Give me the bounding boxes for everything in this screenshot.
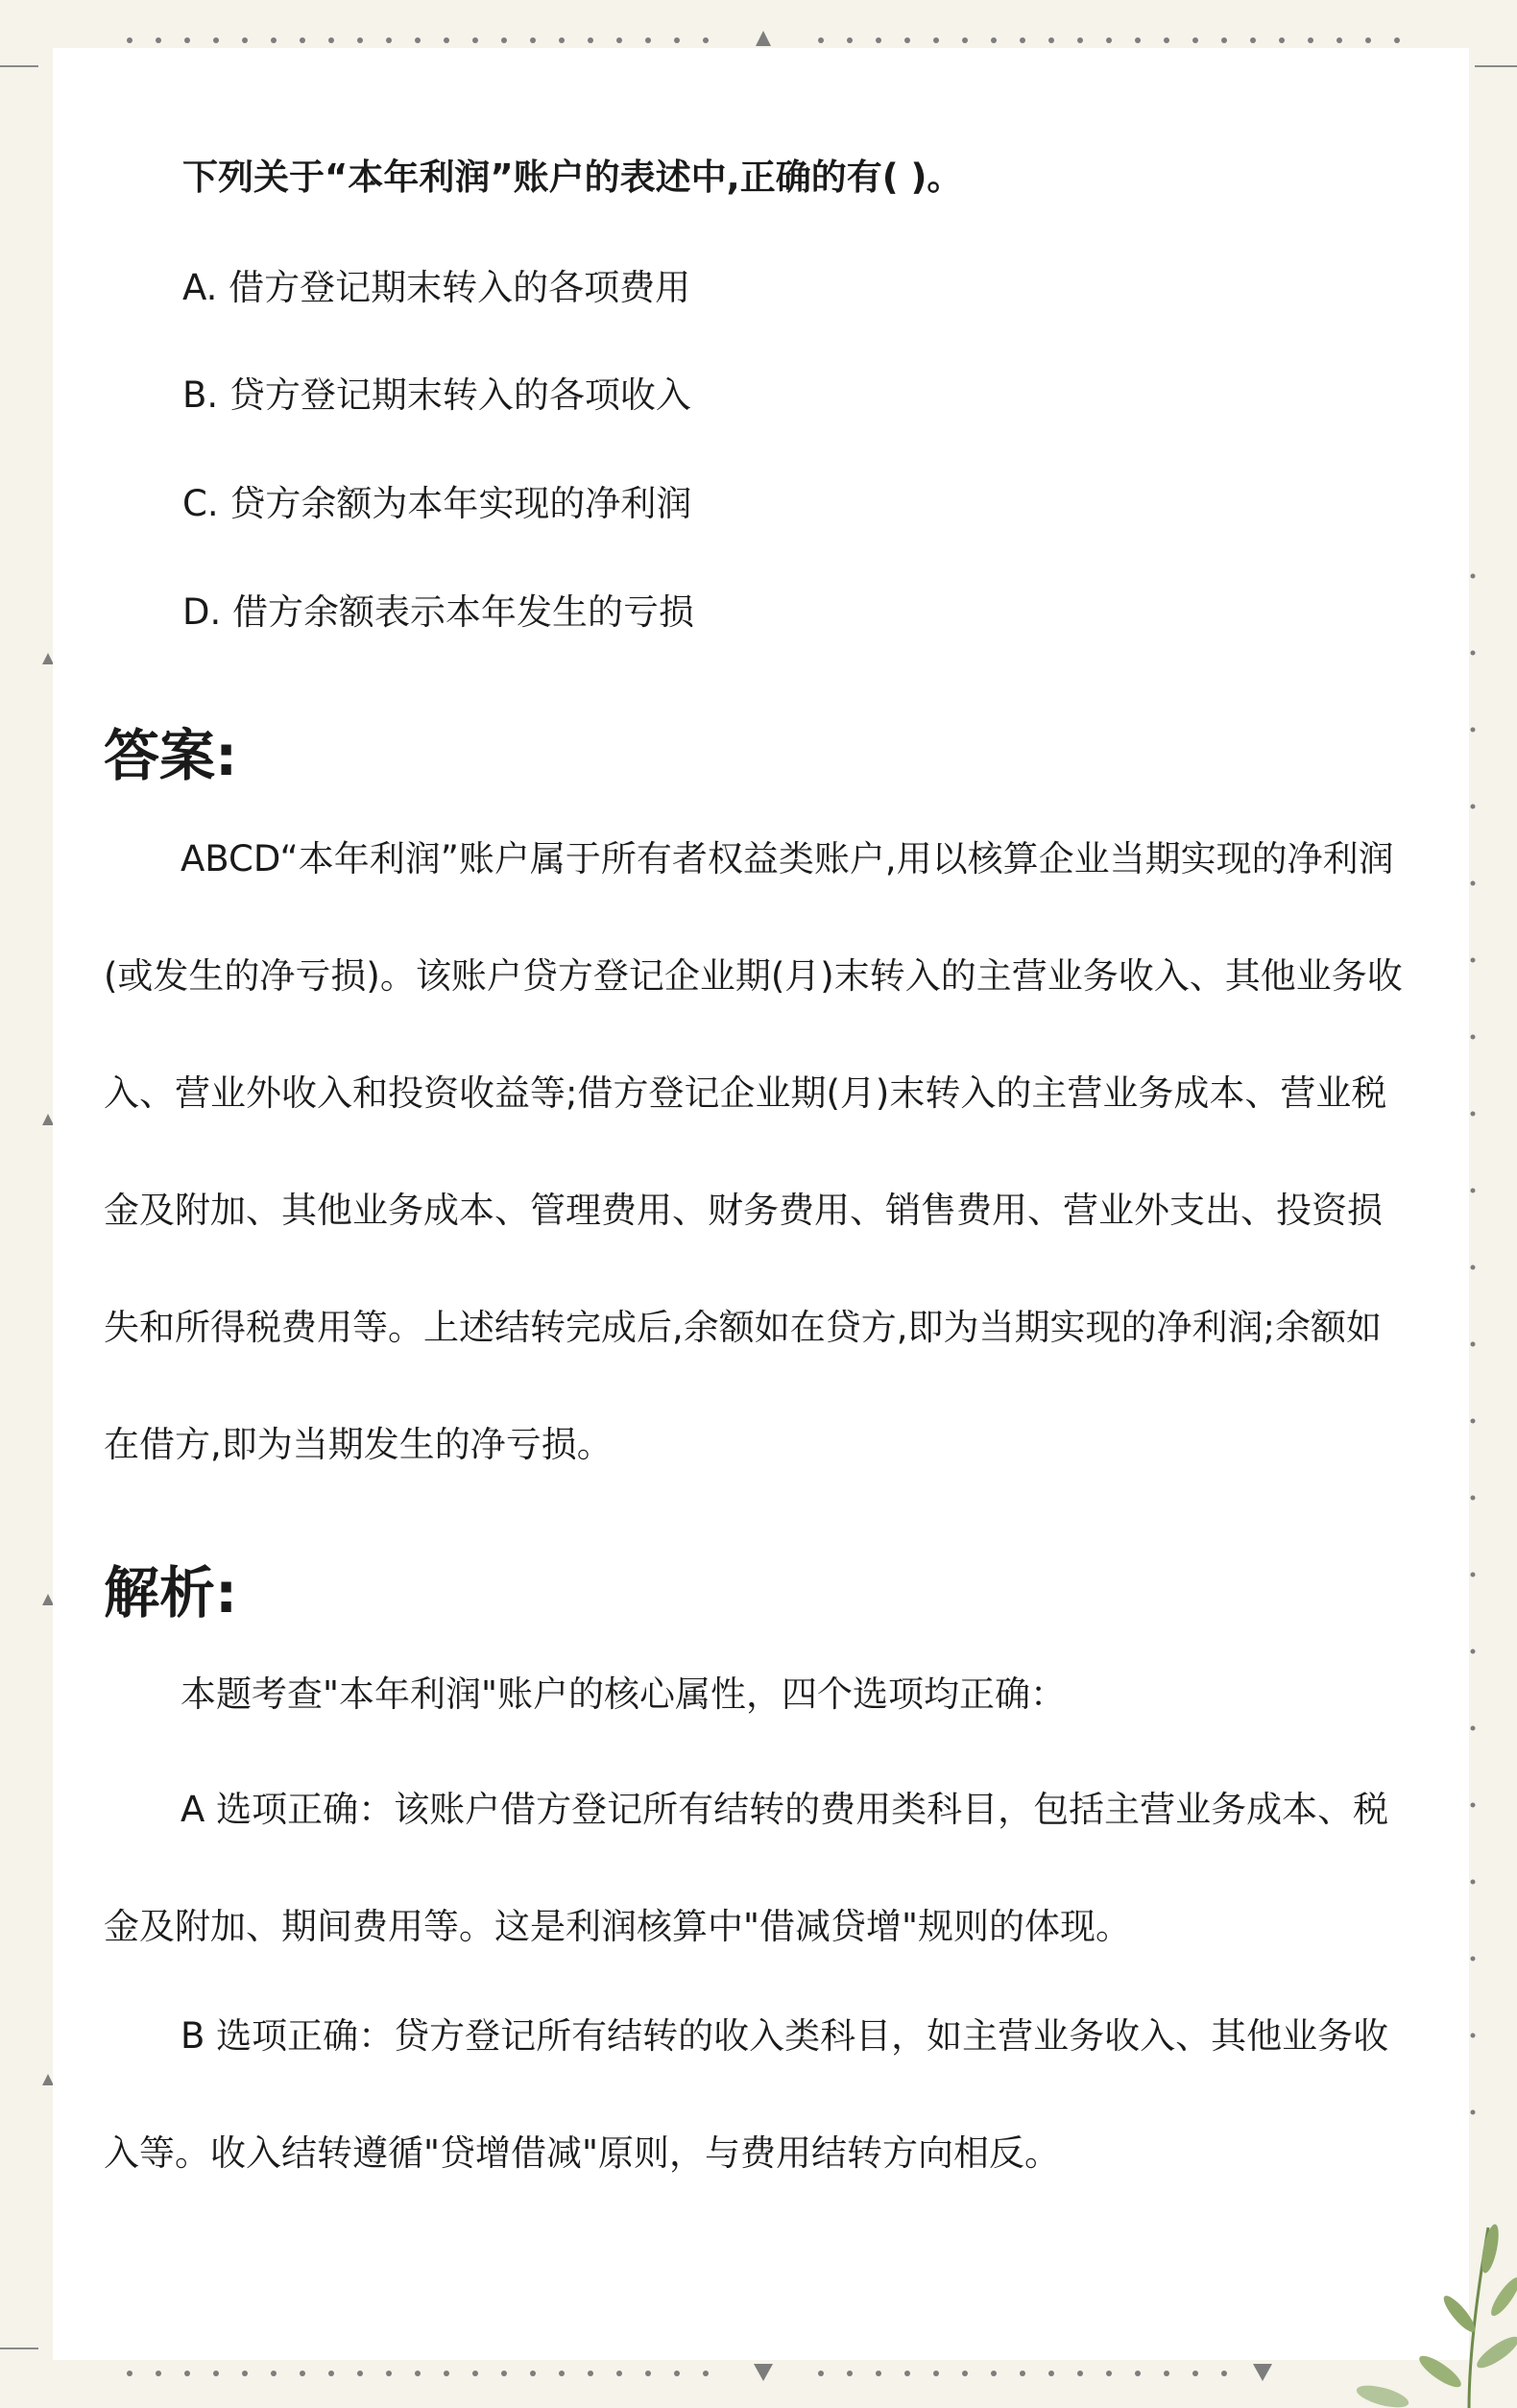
option-c: C. 贷方余额为本年实现的净利润 [182, 483, 692, 524]
analysis-heading: 解析: [104, 1560, 238, 1625]
corner-line-bl [0, 2348, 38, 2349]
leaf-decoration [1325, 2208, 1517, 2408]
option-a: A. 借方登记期末转入的各项费用 [182, 267, 691, 308]
analysis-intro: 本题考查"本年利润"账户的核心属性，四个选项均正确： [181, 1674, 1067, 1715]
answer-heading: 答案: [104, 723, 238, 788]
corner-line-tr [1475, 65, 1517, 67]
option-b: B. 贷方登记期末转入的各项收入 [182, 374, 691, 416]
option-d: D. 借方余额表示本年发生的亏损 [182, 591, 695, 633]
answer-text: ABCD“本年利润”账户属于所有者权益类账户,用以核算企业当期实现的净利润(或发生的净亏损)。该账户贷方登记企业期(月)末转入的主营业务收入、其他业务收入、营业外收入和投资收益等;借方登记企业期(月)末转入的主营业务成本、营业税金及附加、其他业务成本、管理费用、财务费用、销售费用、营业外支出、投资损失和所得税费用等。上述结转完成后,余额如在贷方,即为当期实现的净利润;余额如在借方,即为当期发生的净亏损。 [104, 838, 1403, 1465]
analysis-point-b: B 选项正确：贷方登记所有结转的收入类科目，如主营业务收入、其他业务收入等。收入结转遵循"贷增借减"原则，与费用结转方向相反。 [104, 2015, 1389, 2174]
content-page [53, 48, 1469, 2360]
question-stem: 下列关于“本年利润”账户的表述中,正确的有( )。 [182, 157, 963, 198]
corner-line-tl [0, 65, 38, 67]
bottom-dot-border [0, 2354, 1517, 2393]
analysis-point-a: A 选项正确：该账户借方登记所有结转的费用类科目，包括主营业务成本、税金及附加、期间费用等。这是利润核算中"借减贷增"规则的体现。 [104, 1789, 1389, 1947]
